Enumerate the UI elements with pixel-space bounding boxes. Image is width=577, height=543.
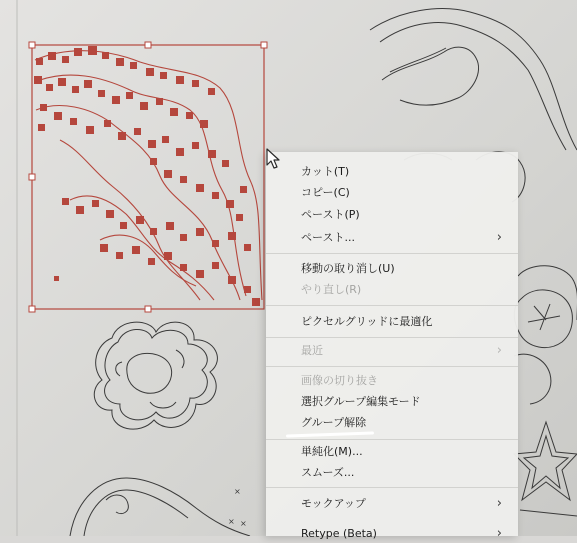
menu-item-paste[interactable] <box>266 206 518 224</box>
menu-item-redo <box>266 281 518 299</box>
menu-separator <box>266 366 518 367</box>
menu-separator <box>266 305 518 306</box>
menu-item-smooth[interactable] <box>266 464 518 482</box>
menu-item-label: 最近 <box>301 344 323 357</box>
menu-item-paste-submenu[interactable] <box>266 229 518 247</box>
menu-separator <box>266 337 518 338</box>
mouse-pointer-icon <box>266 148 282 170</box>
selection-bounding-box[interactable] <box>32 45 264 309</box>
menu-item-label: モックアップ <box>301 497 366 510</box>
outline-artwork-bottom[interactable] <box>70 478 250 536</box>
menu-item-label: カット(T) <box>301 165 350 178</box>
menu-item-align-pixel-grid[interactable] <box>266 313 518 331</box>
chevron-right-icon: › <box>496 496 502 511</box>
svg-text:×: × <box>240 519 247 528</box>
menu-item-crop-image <box>266 372 518 390</box>
menu-item-label: 選択グループ編集モード <box>301 395 421 408</box>
menu-item-mockup[interactable] <box>266 495 518 513</box>
chevron-right-icon: › <box>496 343 502 358</box>
chevron-right-icon: › <box>496 526 502 541</box>
menu-item-label: やり直し(R) <box>301 283 362 296</box>
svg-text:×: × <box>234 487 241 496</box>
menu-item-cut[interactable] <box>266 163 518 181</box>
menu-item-label: 画像の切り抜き <box>301 374 378 387</box>
outline-artwork-right-flower[interactable] <box>514 266 577 404</box>
context-menu <box>266 152 518 541</box>
menu-item-label: Retype (Beta) <box>301 527 377 540</box>
anchor-points <box>34 46 260 306</box>
menu-item-undo-move[interactable] <box>266 260 518 278</box>
menu-item-label: コピー(C) <box>301 186 350 199</box>
outline-artwork-right-stars[interactable] <box>514 422 577 516</box>
small-markers <box>228 487 247 528</box>
menu-item-label: ピクセルグリッドに最適化 <box>301 315 433 328</box>
menu-item-label: ペースト(P) <box>301 208 360 221</box>
outline-artwork-flower[interactable] <box>94 322 217 429</box>
menu-item-isolate-group[interactable] <box>266 393 518 411</box>
menu-item-label: スムーズ... <box>301 466 355 479</box>
menu-item-label: ペースト... <box>301 231 355 244</box>
menu-separator <box>266 487 518 488</box>
menu-item-recent <box>266 342 518 360</box>
menu-item-ungroup[interactable] <box>266 414 518 432</box>
menu-item-label: 単純化(M)... <box>301 445 363 458</box>
menu-item-label: グループ解除 <box>301 416 367 429</box>
chevron-right-icon: › <box>496 230 502 245</box>
menu-item-label: 移動の取り消し(U) <box>301 262 395 275</box>
svg-text:×: × <box>228 517 235 526</box>
menu-item-retype[interactable] <box>266 525 518 543</box>
menu-separator <box>266 253 518 254</box>
menu-item-copy[interactable] <box>266 184 518 202</box>
menu-item-simplify[interactable] <box>266 443 518 461</box>
menu-separator <box>266 439 518 440</box>
